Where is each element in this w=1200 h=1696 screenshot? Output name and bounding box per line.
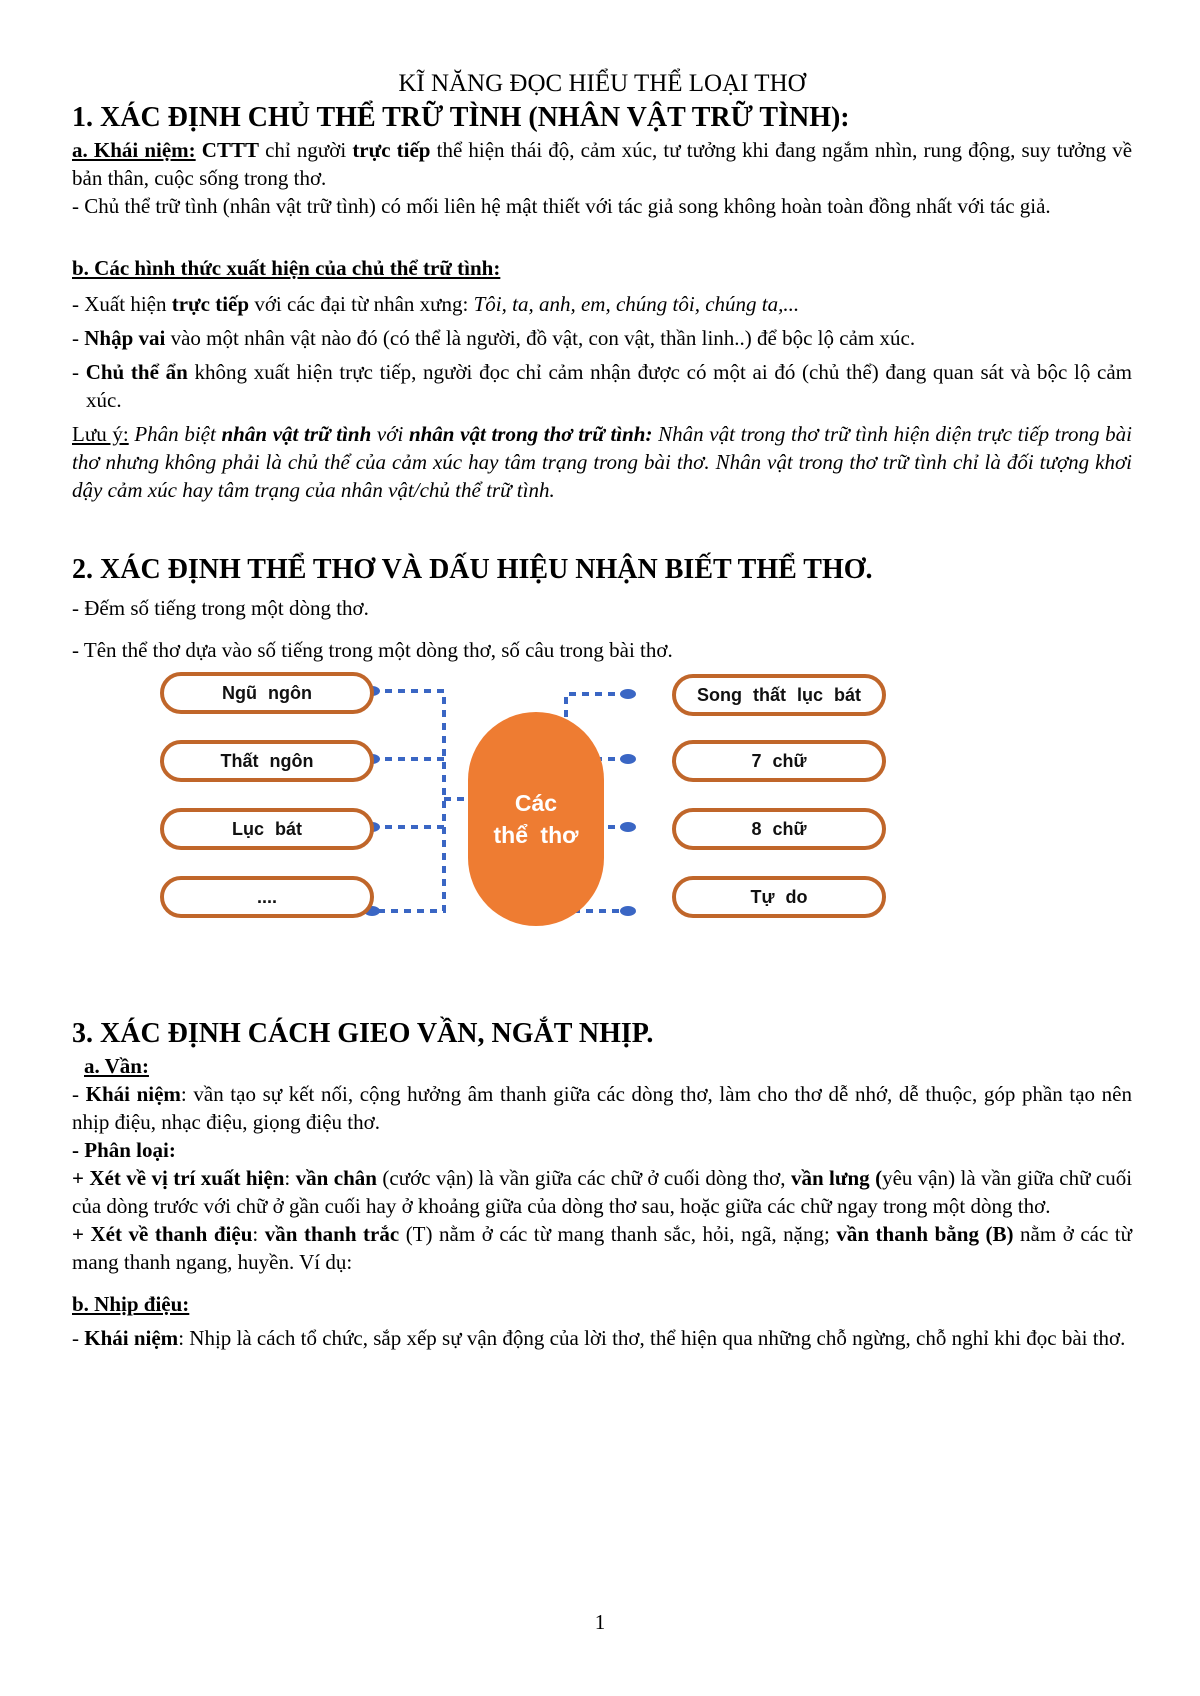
document-page xyxy=(72,70,1132,1352)
poetry-forms-diagram xyxy=(72,672,1132,982)
section1-b1 xyxy=(72,290,1132,318)
note-b2: nhân vật trong thơ trữ tình: xyxy=(408,422,653,446)
document-title: KĨ NĂNG ĐỌC HIỂU THỂ LOẠI THƠ xyxy=(398,70,806,97)
vt-b3: vần lưng ( xyxy=(790,1166,883,1190)
form-box-other: .... xyxy=(160,876,374,918)
section3-heading: 3. XÁC ĐỊNH CÁCH GIEO VẦN, NGẮT NHỊP. xyxy=(72,1018,654,1049)
section3-b-label: b. Nhịp điệu: xyxy=(72,1292,190,1316)
b2-bold: Nhập vai xyxy=(84,326,166,350)
section1-note xyxy=(72,420,1132,504)
connector-dot xyxy=(620,689,636,699)
form-box-luc-bat: Lục bát xyxy=(160,808,374,850)
section2-heading: 2. XÁC ĐỊNH THỂ THƠ VÀ DẤU HIỆU NHẬN BIẾT THỂ THƠ. xyxy=(72,554,873,585)
connector-dot xyxy=(620,754,636,764)
kn-text: : vần tạo sự kết nối, cộng hưởng âm thanh giữa các dòng thơ, làm cho thơ dễ nhớ, dễ thuộc, góp phần tạo nên nhịp điệu, nhạc điệu, giọng điệu thơ. xyxy=(72,1082,1132,1134)
nd-pre: - xyxy=(72,1326,79,1350)
b1-bold: trực tiếp xyxy=(171,292,250,316)
b2-pre: - xyxy=(72,326,79,350)
vt-bold: + Xét về vị trí xuất hiện xyxy=(72,1166,285,1190)
kn-bold: Khái niệm xyxy=(85,1082,181,1106)
td-bold: + Xét về thanh điệu xyxy=(72,1222,253,1246)
form-box-ngu-ngon: Ngũ ngôn xyxy=(160,672,374,714)
nd-text: : Nhịp là cách tổ chức, sắp xếp sự vận động của lời thơ, thể hiện qua những chỗ ngừng, chỗ nghỉ khi đọc bài thơ. xyxy=(178,1326,1126,1350)
b3-bold: Chủ thể ẩn xyxy=(85,360,188,384)
form-box-song-that-luc-bat: Song thất lục bát xyxy=(672,674,886,716)
note-label: Lưu ý: xyxy=(72,422,129,446)
b3-text: không xuất hiện trực tiếp, người đọc chỉ cảm nhận được có một ai đó (chủ thể) đang quan sát và bộc lộ cảm xúc. xyxy=(86,360,1133,412)
page-number: 1 xyxy=(594,1610,606,1634)
section1-b3 xyxy=(72,358,1132,414)
section1-a-paragraph xyxy=(72,136,1132,192)
section1-b2 xyxy=(72,324,1132,352)
section1-a-text1: chỉ người xyxy=(265,138,347,162)
form-box-7-chu: 7 chữ xyxy=(672,740,886,782)
center-oval xyxy=(468,712,604,926)
vt-t2: (cước vận) là vần giữa các chữ ở cuối dòng thơ, xyxy=(382,1166,786,1190)
section3-vi-tri xyxy=(72,1164,1132,1220)
td-b2: vần thanh trắc xyxy=(264,1222,400,1246)
section1-a-label: a. Khái niệm: xyxy=(72,138,196,162)
form-box-8-chu: 8 chữ xyxy=(672,808,886,850)
section1-a-bold: trực tiếp xyxy=(352,138,431,162)
nd-bold: Khái niệm xyxy=(84,1326,179,1350)
section1-a-term: CTTT xyxy=(201,138,259,162)
form-box-tu-do: Tự do xyxy=(672,876,886,918)
b1-mid: với các đại từ nhân xưng: xyxy=(254,292,469,316)
b1-ital: Tôi, ta, anh, em, chúng tôi, chúng ta,... xyxy=(473,292,800,316)
section3-phan-loai: - Phân loại: xyxy=(72,1138,176,1162)
note-t1: Phân biệt xyxy=(134,422,216,446)
b1-pre: - Xuất hiện xyxy=(72,292,167,316)
section3-nhip-dieu xyxy=(72,1324,1132,1352)
note-t3: Nhân vật trong thơ trữ tình hiện diện trực tiếp trong bài thơ nhưng không phải là chủ thể của cảm xúc hay tâm trạng trong bài thơ. Nhân vật trong thơ trữ tình chỉ là đối tượng khơi dậy cảm xúc hay tâm trạng của nhân vật/chủ thể trữ tình. xyxy=(72,422,1133,502)
vt-t1: : xyxy=(284,1166,291,1190)
form-box-that-ngon: Thất ngôn xyxy=(160,740,374,782)
connector-dot xyxy=(620,822,636,832)
td-t3: nằm ở các từ mang thanh ngang, huyền. Ví dụ: xyxy=(72,1222,1133,1274)
connector-dot xyxy=(620,906,636,916)
section2-line1: - Đếm số tiếng trong một dòng thơ. xyxy=(72,596,369,620)
section3-khai-niem xyxy=(72,1080,1132,1136)
section1-b-label: b. Các hình thức xuất hiện của chủ thể trữ tình: xyxy=(72,256,501,280)
section3-thanh-dieu xyxy=(72,1220,1132,1276)
vt-b2: vần chân xyxy=(295,1166,377,1190)
section1-a-line2: - Chủ thể trữ tình (nhân vật trữ tình) có mối liên hệ mật thiết với tác giả song không hoàn toàn đồng nhất với tác giả. xyxy=(72,194,1051,218)
td-t1: : xyxy=(252,1222,259,1246)
b3-pre: - xyxy=(72,360,79,384)
center-line2: thể thơ xyxy=(493,822,579,848)
kn-pre: - xyxy=(72,1082,79,1106)
center-line1: Các xyxy=(514,790,558,816)
section1-a-text2: thể hiện thái độ, cảm xúc, tư tưởng khi đang ngắm nhìn, rung động, suy tưởng về bản thân, cuộc sống trong thơ. xyxy=(72,138,1133,190)
section3-a-label: a. Vần: xyxy=(84,1054,149,1078)
note-t2: với xyxy=(376,422,404,446)
b2-text: vào một nhân vật nào đó (có thể là người, đồ vật, con vật, thần linh..) để bộc lộ cảm xúc. xyxy=(170,326,916,350)
left-connector xyxy=(372,691,444,911)
td-b3: vần thanh bằng (B) xyxy=(836,1222,1014,1246)
vt-t3: yêu vận) là vần giữa chữ cuối của dòng trước với chữ ở gần cuối hay ở khoảng giữa của dòng thơ sau, hoặc giữa các chữ ngay trong một dòng thơ. xyxy=(72,1166,1133,1218)
section1-heading: 1. XÁC ĐỊNH CHỦ THỂ TRỮ TÌNH (NHÂN VẬT TRỮ TÌNH): xyxy=(72,102,850,133)
td-t2: (T) nằm ở các từ mang thanh sắc, hỏi, ngã, nặng; xyxy=(405,1222,830,1246)
section2-line2: - Tên thể thơ dựa vào số tiếng trong một dòng thơ, số câu trong bài thơ. xyxy=(72,638,673,662)
note-b1: nhân vật trữ tình xyxy=(221,422,372,446)
